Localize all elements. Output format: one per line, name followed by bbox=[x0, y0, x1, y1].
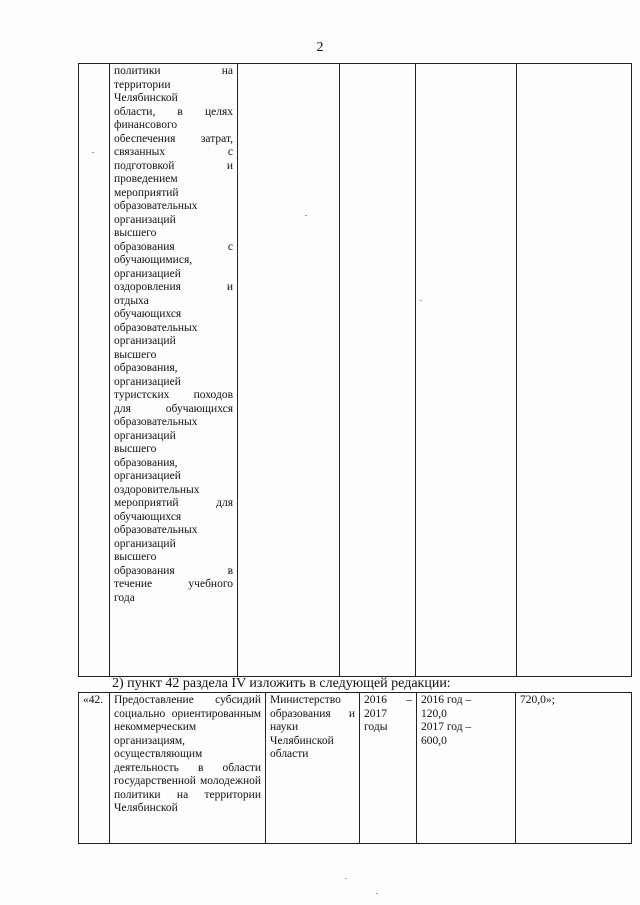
item-period bbox=[360, 693, 417, 844]
scan-speck bbox=[92, 152, 94, 153]
total-cell bbox=[517, 64, 632, 677]
description-line: организацией bbox=[114, 375, 181, 388]
period-line bbox=[364, 694, 412, 708]
description-line: территории bbox=[114, 78, 171, 91]
description-line: образования, bbox=[114, 362, 178, 374]
description-line: Челябинской bbox=[114, 92, 178, 104]
measures-table-item-42 bbox=[78, 692, 632, 844]
description-cell bbox=[110, 64, 238, 677]
description-line: обучающимися, bbox=[114, 254, 193, 266]
funding-line: 2016 год – bbox=[421, 694, 472, 706]
page-number: 2 bbox=[316, 40, 324, 55]
item-funding bbox=[417, 693, 516, 844]
amendment-instruction: 2) пункт 42 раздела IV изложить в следующей редакции: bbox=[112, 676, 451, 691]
description-line: года bbox=[114, 591, 135, 604]
description-line: политики на bbox=[114, 65, 233, 77]
description-line: высшего bbox=[114, 227, 157, 239]
item-description: Предоставление субсидий социально ориентированным некоммерческим организациям, осуществляющим деятельность в области государственной молодежной политики на территории Челябинской bbox=[110, 693, 266, 844]
description-line: организаций bbox=[114, 335, 176, 347]
period-start: 2016 bbox=[364, 694, 387, 706]
scan-speck bbox=[345, 878, 347, 879]
item-total: 720,0»; bbox=[516, 693, 632, 844]
description-line: оздоровления и bbox=[114, 281, 233, 293]
description-line: подготовкой и bbox=[114, 159, 233, 172]
description-line: обучающихся bbox=[114, 510, 182, 523]
scan-speck bbox=[305, 215, 307, 216]
table-row bbox=[79, 64, 632, 677]
item-number: «42. bbox=[79, 693, 110, 844]
description-line: образовательных bbox=[114, 524, 198, 536]
description-line: мероприятий для bbox=[114, 497, 233, 509]
description-line: организаций bbox=[114, 537, 176, 550]
description-line: обучающихся bbox=[114, 308, 182, 320]
item-executor: Министерство образования и науки Челябинской области bbox=[266, 693, 360, 844]
period-rest: 2017 годы bbox=[364, 707, 388, 733]
description-line: высшего bbox=[114, 443, 157, 455]
period-dash: – bbox=[406, 694, 412, 706]
description-line: проведением bbox=[114, 173, 178, 185]
description-line: связанных с bbox=[114, 146, 233, 158]
period-cell bbox=[340, 64, 416, 677]
description-line: образования с bbox=[114, 240, 233, 253]
executor-cell bbox=[238, 64, 340, 677]
description-line: мероприятий bbox=[114, 186, 179, 199]
measures-table-continued bbox=[78, 63, 632, 677]
description-line: образования, bbox=[114, 456, 178, 469]
description-line: туристских походов bbox=[114, 389, 233, 401]
description-line: течение учебного bbox=[114, 578, 233, 590]
description-line: области, в целях bbox=[114, 105, 233, 118]
description-line: обеспечения затрат, bbox=[114, 132, 233, 145]
description-line: организацией bbox=[114, 470, 181, 482]
description-line: образовательных bbox=[114, 416, 198, 428]
funding-line: 120,0 bbox=[421, 707, 447, 720]
funding-line: 600,0 bbox=[421, 734, 447, 747]
description-line: организацией bbox=[114, 267, 181, 280]
number-cell bbox=[79, 64, 110, 677]
description-line: отдыха bbox=[114, 294, 149, 307]
funding-cell bbox=[416, 64, 517, 677]
description-line: организаций bbox=[114, 429, 176, 442]
description-line: высшего bbox=[114, 551, 157, 563]
description-line: высшего bbox=[114, 348, 157, 361]
table-row bbox=[79, 693, 632, 844]
scan-speck bbox=[376, 893, 378, 894]
funding-line: 2017 год – bbox=[421, 721, 472, 733]
description-line: образования в bbox=[114, 564, 233, 577]
description-line: оздоровительных bbox=[114, 483, 200, 496]
description-line: организаций bbox=[114, 213, 176, 226]
description-line: для обучающихся bbox=[114, 402, 233, 415]
description-line: образовательных bbox=[114, 321, 198, 334]
description-line: образовательных bbox=[114, 200, 198, 212]
description-line: финансового bbox=[114, 119, 178, 131]
scan-speck bbox=[420, 300, 422, 301]
